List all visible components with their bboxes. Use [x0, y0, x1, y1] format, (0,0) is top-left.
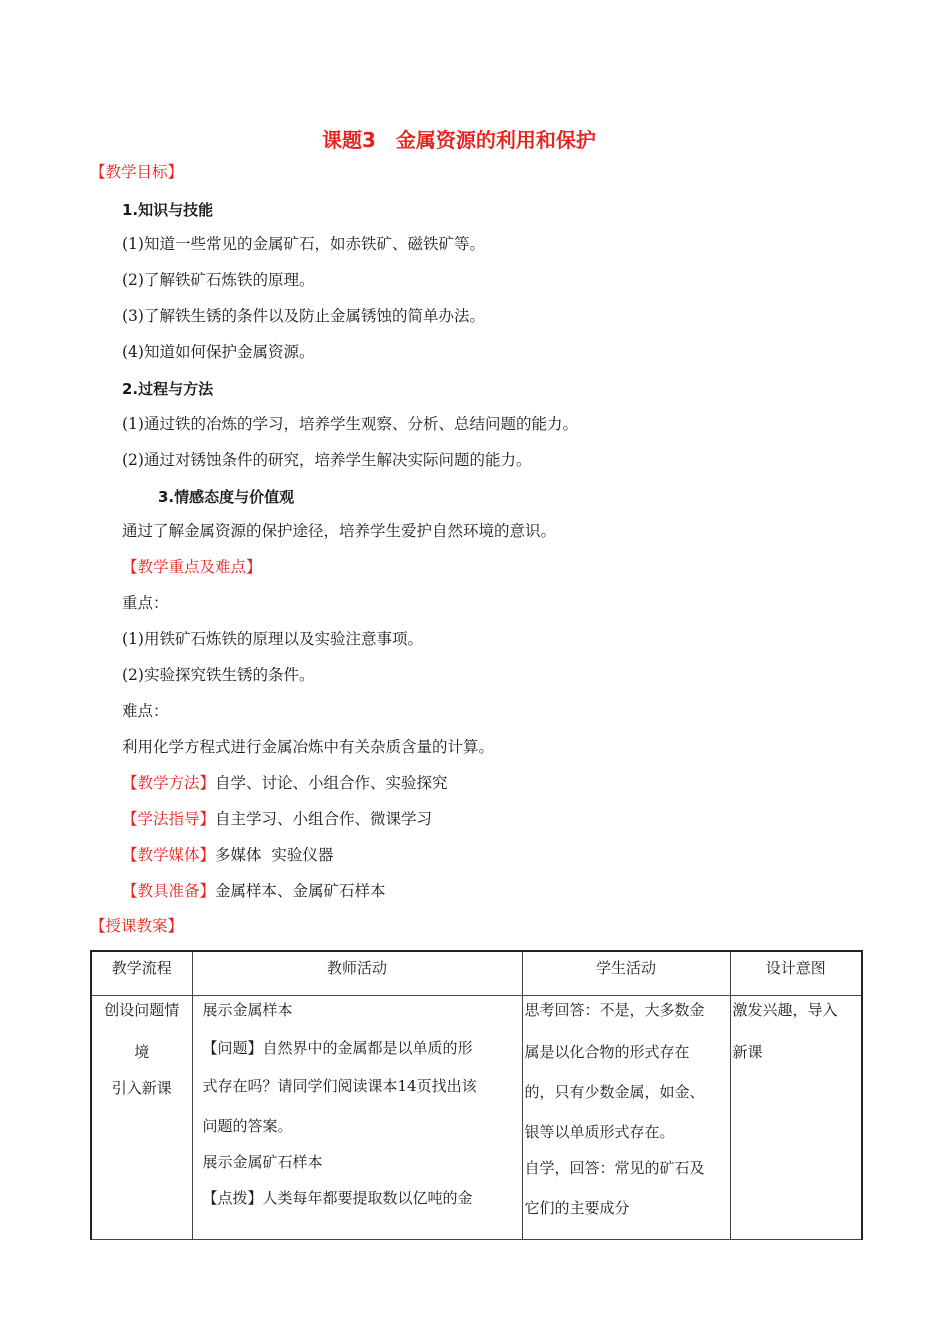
method-label: 【教学方法】 [122, 774, 216, 792]
flow-line: 创设问题情 [104, 1001, 180, 1019]
flow-line: 境 [134, 1043, 150, 1061]
method-line [122, 845, 333, 865]
method-line [122, 809, 432, 829]
process-heading: 2.过程与方法 [122, 380, 214, 398]
intent-line: 新课 [732, 1043, 763, 1061]
emotion-heading: 3.情感态度与价值观 [158, 488, 295, 506]
knowledge-item: (3)了解铁生锈的条件以及防止金属锈蚀的简单办法。 [122, 307, 485, 325]
student-cell [522, 996, 730, 1240]
flow-cell [91, 996, 192, 1240]
student-line: 自学，回答：常见的矿石及 [524, 1159, 705, 1177]
key-item: (1)用铁矿石炼铁的原理以及实验注意事项。 [122, 630, 423, 648]
header-flow: 教学流程 [91, 951, 192, 996]
method-line [122, 881, 386, 901]
method-text: 多媒体 实验仪器 [215, 846, 334, 864]
knowledge-item: (4)知道如何保护金属资源。 [122, 343, 315, 361]
section-label-keypoints: 【教学重点及难点】 [122, 558, 262, 576]
flow-line: 引入新课 [111, 1079, 172, 1097]
intent-line: 激发兴趣，导入 [732, 1001, 838, 1019]
teacher-line: 展示金属矿石样本 [202, 1153, 323, 1171]
table-row [91, 996, 862, 1240]
header-student: 学生活动 [522, 951, 730, 996]
teacher-line: 【问题】自然界中的金属都是以单质的形 [202, 1039, 473, 1057]
method-label: 【教学媒体】 [122, 846, 216, 864]
process-item: (2)通过对锈蚀条件的研究，培养学生解决实际问题的能力。 [122, 451, 532, 469]
method-text: 自学、讨论、小组合作、实验探究 [215, 774, 448, 792]
teacher-line: 展示金属样本 [202, 1001, 293, 1019]
section-label-objectives: 【教学目标】 [90, 163, 184, 181]
method-text: 金属样本、金属矿石样本 [215, 882, 386, 900]
lesson-plan-table [90, 950, 863, 1240]
header-intent: 设计意图 [730, 951, 862, 996]
intent-cell [730, 996, 862, 1240]
method-text: 自主学习、小组合作、微课学习 [215, 810, 433, 828]
teacher-line: 式存在吗？请同学们阅读课本14页找出该 [202, 1077, 477, 1095]
student-line: 它们的主要成分 [524, 1199, 630, 1217]
table-header-row [91, 951, 862, 996]
student-line: 银等以单质形式存在。 [524, 1123, 675, 1141]
section-label-lesson-plan: 【授课教案】 [90, 917, 184, 935]
process-item: (1)通过铁的冶炼的学习，培养学生观察、分析、总结问题的能力。 [122, 415, 578, 433]
key-item: (2)实验探究铁生锈的条件。 [122, 666, 315, 684]
difficult-text: 利用化学方程式进行金属冶炼中有关杂质含量的计算。 [122, 738, 495, 756]
student-line: 属是以化合物的形式存在 [524, 1043, 690, 1061]
method-label: 【学法指导】 [122, 810, 216, 828]
student-line: 思考回答：不是，大多数金 [524, 1001, 705, 1019]
teacher-line: 【点拨】人类每年都要提取数以亿吨的金 [202, 1189, 473, 1207]
knowledge-heading: 1.知识与技能 [122, 201, 214, 219]
method-line [122, 773, 448, 793]
key-label: 重点： [122, 594, 169, 612]
teacher-line: 问题的答案。 [202, 1117, 293, 1135]
knowledge-item: (2)了解铁矿石炼铁的原理。 [122, 271, 315, 289]
method-label: 【教具准备】 [122, 882, 216, 900]
emotion-text: 通过了解金属资源的保护途径，培养学生爱护自然环境的意识。 [122, 522, 557, 540]
knowledge-item: (1)知道一些常见的金属矿石，如赤铁矿、磁铁矿等。 [122, 235, 485, 253]
page-title: 课题3 金属资源的利用和保护 [322, 128, 596, 152]
student-line: 的，只有少数金属，如金、 [524, 1083, 705, 1101]
difficult-label: 难点： [122, 702, 169, 720]
header-teacher: 教师活动 [192, 951, 522, 996]
teacher-cell [192, 996, 522, 1240]
